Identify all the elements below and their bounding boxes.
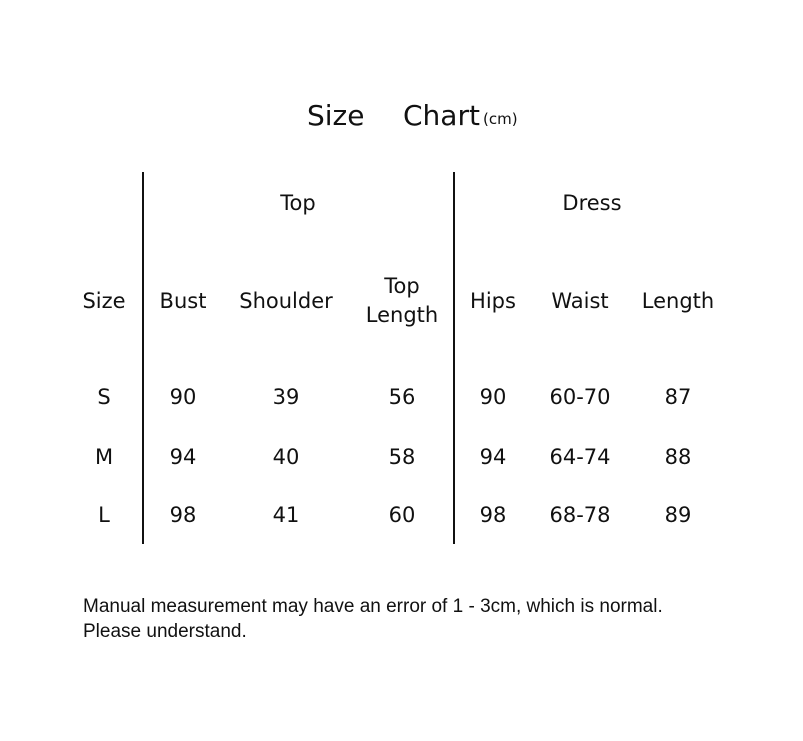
cell-top-length: 60 — [388, 503, 416, 527]
cell-waist: 68-78 — [549, 503, 611, 527]
column-header-waist: Waist — [551, 289, 609, 313]
cell-waist: 64-74 — [549, 445, 611, 469]
cell-length: 87 — [664, 385, 692, 409]
cell-length: 88 — [664, 445, 692, 469]
title-word-size: Size — [307, 99, 365, 132]
column-header-top-length-line1: Top — [384, 274, 420, 298]
cell-hips: 90 — [479, 385, 507, 409]
note-line-1: Manual measurement may have an error of 1 - 3cm, which is normal. — [83, 596, 663, 617]
cell-top-length: 56 — [388, 385, 416, 409]
cell-bust: 94 — [169, 445, 197, 469]
cell-shoulder: 41 — [272, 503, 300, 527]
note-line-2: Please understand. — [83, 621, 247, 642]
cell-hips: 98 — [479, 503, 507, 527]
column-header-bust: Bust — [159, 289, 207, 313]
column-header-hips: Hips — [470, 289, 516, 313]
cell-top-length: 58 — [388, 445, 416, 469]
column-header-length: Length — [641, 289, 715, 313]
cell-bust: 98 — [169, 503, 197, 527]
group-header-top: Top — [280, 191, 316, 215]
cell-waist: 60-70 — [549, 385, 611, 409]
column-header-top-length-line2: Length — [365, 303, 439, 327]
cell-size: S — [97, 385, 111, 409]
title-unit: (cm) — [483, 110, 518, 128]
cell-shoulder: 40 — [272, 445, 300, 469]
title-word-chart: Chart — [403, 99, 480, 132]
cell-shoulder: 39 — [272, 385, 300, 409]
divider-size-top — [142, 172, 144, 544]
cell-length: 89 — [664, 503, 692, 527]
chart-title — [0, 98, 803, 134]
cell-hips: 94 — [479, 445, 507, 469]
cell-size: M — [94, 445, 114, 469]
measurement-note — [83, 594, 663, 644]
column-header-shoulder: Shoulder — [239, 289, 333, 313]
column-header-size: Size — [82, 289, 126, 313]
cell-bust: 90 — [169, 385, 197, 409]
divider-top-dress — [453, 172, 455, 544]
group-header-dress: Dress — [562, 191, 622, 215]
cell-size: L — [98, 503, 110, 527]
